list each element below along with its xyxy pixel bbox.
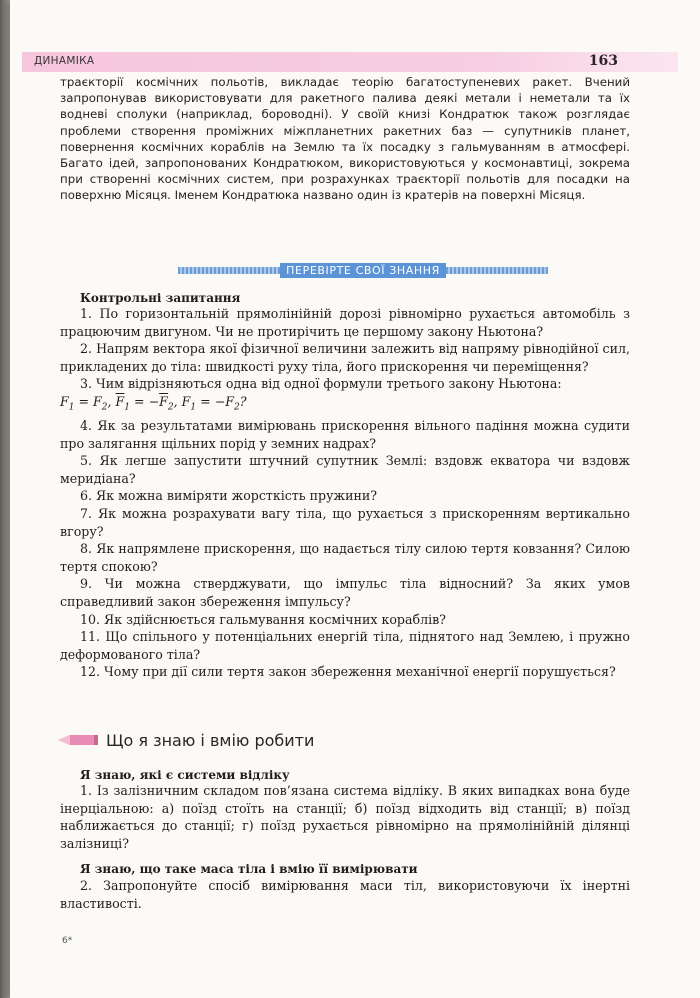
- question-item: 7. Як можна розрахувати вагу тіла, що рухається з прискоренням вертикально вгору?: [60, 506, 630, 539]
- question-item: 4. Як за результатами вимірювань прискорення вільного падіння можна судити про залягання щільних порід у земних надрах?: [60, 418, 630, 451]
- subheading-body-mass: Я знаю, що таке маса тіла і вмію її вимірювати: [80, 862, 418, 876]
- question-item: 8. Як напрямлене прискорення, що надається тілу силою тертя ковзання? Силою тертя спокою?: [60, 541, 630, 574]
- skills-section-title: Що я знаю і вмію робити: [106, 730, 315, 750]
- question-item: 10. Як здійснюється гальмування космічних кораблів?: [80, 611, 446, 627]
- pencil-icon: [58, 733, 100, 747]
- intro-paragraph: траєкторії космічних польотів, викладає теорію багатоступеневих ракет. Вчений запропонував використовувати для ракетного палива деякі метали і неметали та їх водневі сполуки (наприклад, бороводні). У своїй книзі Кондратюк також розглядає проблеми створення проміжних міжпланетних ракетних баз — супутників планет, повернення космічних кораблів на Землю та їх посадку з гальмуванням в атмосфері. Багато ідей, запропонованих Кондратюком, використовуються у космонавтиці, зокрема при створенні космічних систем, при розрахунках траєкторії польотів для посадки на поверхню Місяця. Іменем Кондратюка названо один із кратерів на поверхні Місяця.: [60, 75, 630, 203]
- subheading-reference-frames: Я знаю, які є системи відліку: [80, 768, 290, 782]
- question-item: 2. Напрям вектора якої фізичної величини залежить від напряму рівнодійної сил, прикладених до тіла: швидкості руху тіла, його прискорення чи переміщення?: [60, 341, 630, 374]
- question-item: 6. Як можна виміряти жорсткість пружини?: [80, 488, 378, 504]
- newton-third-law-formulas: $F_1 = F_2$, $\overline{F}_1 = -\overline{F}_2$, $F_1 = -F_2$?: [60, 393, 247, 413]
- question-item: 1. По горизонтальній прямолінійній дорозі рівномірно рухається автомобіль з працюючим двигуном. Чи не протирічить це першому закону Ньютона?: [60, 306, 630, 339]
- question-item: 5. Як легше запустити штучний супутник Землі: вздовж екватора чи вздовж меридіана?: [60, 453, 630, 486]
- check-knowledge-banner: [178, 262, 548, 278]
- header-section-title: ДИНАМІКА: [34, 55, 95, 67]
- book-spine: [0, 0, 10, 998]
- banner-right-stripes: [446, 267, 548, 274]
- questions-list: [60, 305, 630, 681]
- banner-left-stripes: [178, 267, 280, 274]
- question-item: 12. Чому при дії сили тертя закон збереження механічної енергії порушується?: [80, 664, 616, 680]
- banner-title: ПЕРЕВІРТЕ СВОЇ ЗНАННЯ: [280, 263, 446, 278]
- signature-mark: 6*: [62, 936, 73, 946]
- questions-heading: Контрольні запитання: [80, 291, 241, 305]
- paragraph-body-mass: 2. Запропонуйте спосіб вимірювання маси тіл, використовуючи їх інертні властивості.: [60, 878, 630, 911]
- skills-section-header: [58, 728, 314, 752]
- page-header: [22, 52, 678, 72]
- header-page-number: 163: [588, 53, 618, 69]
- question-item: 3. Чим відрізняються одна від одної формули третього закону Ньютона:: [80, 376, 562, 392]
- paragraph-reference-frames: 1. Із залізничним складом пов’язана система відліку. В яких випадках вона буде інерціальною: а) поїзд стоїть на станції; б) поїзд відходить від станції; в) поїзд наближається до станції; г) поїзд рухається рівномірно на прямолінійній ділянці залізниці?: [60, 783, 630, 851]
- question-item: 11. Що спільного у потенціальних енергій тіла, піднятого над Землею, і пружно деформованого тіла?: [60, 629, 630, 662]
- question-item: 9. Чи можна стверджувати, що імпульс тіла відносний? За яких умов справедливий закон збереження імпульсу?: [60, 576, 630, 610]
